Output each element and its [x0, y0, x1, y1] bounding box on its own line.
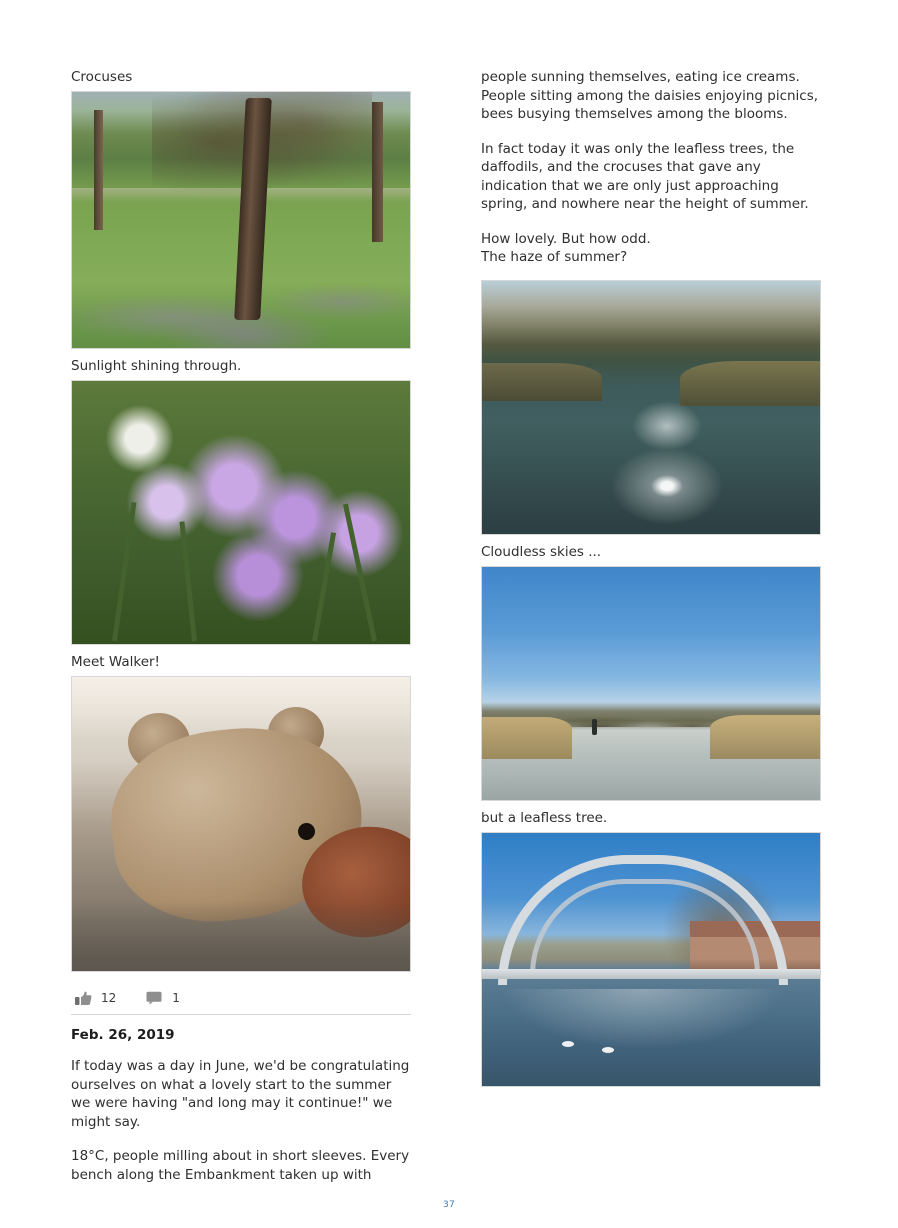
river-bank-left — [482, 363, 602, 401]
background-tree-right — [372, 102, 383, 242]
photo-crocuses-in-park — [71, 91, 411, 349]
photo-crocus-closeup — [71, 380, 411, 645]
left-paragraph-1: If today was a day in June, we'd be congratulating ourselves on what a lovely start to the summer we were having "and long may it continue!" we might say. — [71, 1058, 410, 1130]
photo-caption-crocuses: Crocuses — [71, 69, 133, 85]
background-tree-left — [94, 110, 103, 230]
like-count: 12 — [101, 991, 117, 1005]
river-bank-right — [680, 361, 820, 406]
photo-caption-cloudless-skies: Cloudless skies ... — [481, 543, 602, 560]
photo-cloudless-sky-lake — [481, 566, 821, 801]
swan — [602, 1047, 614, 1053]
crocus-leaf — [343, 504, 377, 642]
bear-eye — [298, 823, 315, 840]
bridge-deck — [482, 969, 820, 979]
photo-caption-walker: Meet Walker! — [71, 654, 160, 670]
like-reaction[interactable] — [73, 990, 116, 1006]
entry-date-heading: Feb. 26, 2019 — [71, 1027, 175, 1043]
distant-person — [592, 719, 597, 735]
right-paragraph-3 — [481, 230, 821, 267]
water-sun-sparkle — [602, 441, 732, 531]
bear-foreground-blur — [72, 901, 410, 971]
swan — [562, 1041, 574, 1047]
comment-icon — [144, 990, 164, 1006]
page-number: 37 — [442, 1200, 456, 1210]
right-paragraph-3-line-2: The haze of summer? — [481, 249, 628, 265]
right-paragraph-1: people sunning themselves, eating ice creams. People sitting among the daisies enjoying picnics, bees busying themselves among the blooms. — [481, 69, 819, 122]
photo-knitted-bear — [71, 676, 411, 972]
left-paragraph-2: 18°C, people milling about in short sleeves. Every bench along the Embankment taken up with — [71, 1148, 410, 1183]
photo-river-sparkle — [481, 280, 821, 535]
reeds-right — [710, 715, 820, 759]
comment-reaction[interactable] — [144, 990, 180, 1006]
crocus-leaf — [112, 502, 136, 641]
photo-caption-leafless-tree: but a leafless tree. — [481, 809, 608, 826]
reactions-bar — [71, 980, 411, 1015]
comment-count: 1 — [172, 991, 180, 1005]
crocus-leaf — [312, 532, 336, 641]
right-column — [481, 68, 821, 1095]
thumbs-up-icon — [73, 990, 93, 1006]
right-paragraph-3-line-1: How lovely. But how odd. — [481, 230, 651, 247]
crocus-leaf — [179, 521, 197, 641]
bridge-water-reflection — [502, 989, 782, 1049]
left-column — [71, 68, 411, 1184]
photo-suspension-bridge — [481, 832, 821, 1087]
photo-caption-sunlight: Sunlight shining through. — [71, 358, 242, 374]
reeds-left — [482, 717, 572, 759]
right-paragraph-2: In fact today it was only the leafless trees, the daffodils, and the crocuses that gave any indication that we are only just approaching spring, and nowhere near the height of summer. — [481, 140, 809, 212]
